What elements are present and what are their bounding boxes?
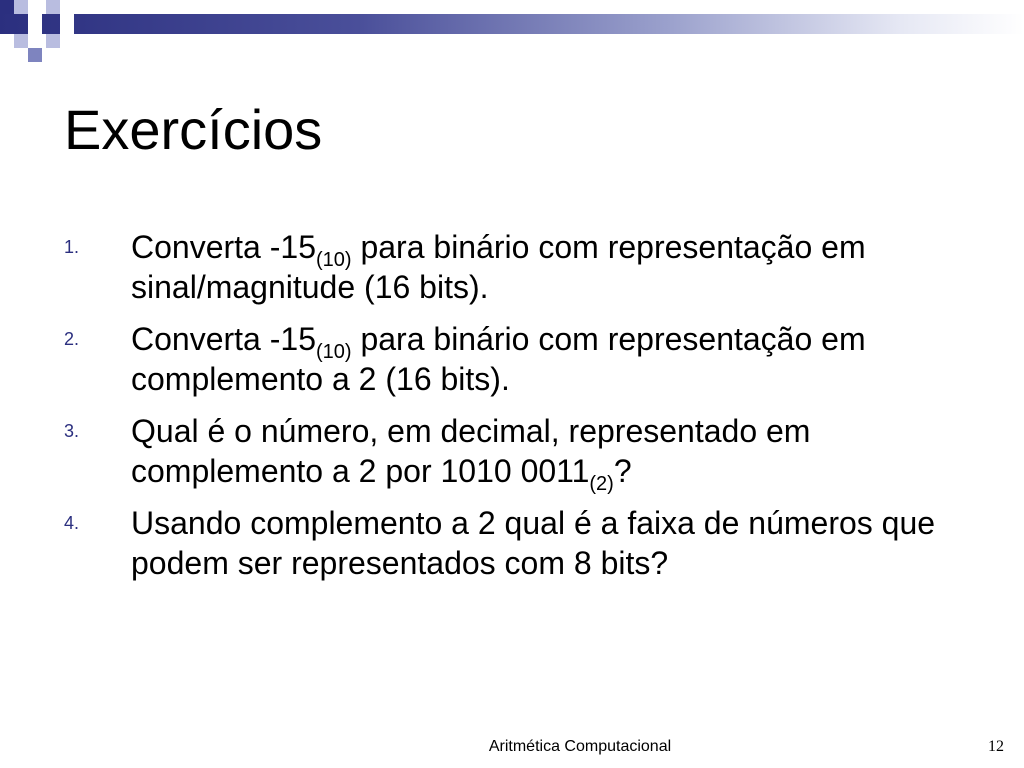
exercise-item (64, 411, 964, 495)
footer-title: Aritmética Computacional (488, 738, 672, 755)
item-number: 3. (64, 421, 80, 441)
header-square (14, 0, 28, 14)
item-subscript: (10) (315, 341, 352, 363)
item-number: 1. (64, 237, 80, 257)
item-subscript: (10) (315, 249, 352, 271)
header-gradient-band (0, 14, 1024, 34)
header-square (28, 14, 42, 34)
page-number: 12 (988, 738, 1004, 755)
header-square (60, 14, 74, 34)
header-square (46, 34, 60, 48)
item-subscript: (2) (589, 473, 614, 495)
exercise-item (64, 227, 964, 307)
item-text: Converta $-15_{(10)}$ para binário com representação em complemento a 2 (16 bits). (131, 321, 866, 397)
header-square (14, 34, 28, 48)
header-square (46, 0, 60, 14)
header-square (28, 48, 42, 62)
slide-title: Exercícios (64, 98, 323, 161)
item-number: 2. (64, 329, 80, 349)
exercise-item (64, 319, 964, 399)
exercise-item (64, 503, 964, 583)
item-text: Qual é o número, em decimal, representado em complemento a 2 por 1010 $0011_{(2)}$? (131, 413, 811, 495)
item-number: 4. (64, 513, 80, 533)
item-text: Usando complemento a 2 qual é a faixa de números que podem ser representados com 8 bits? (131, 505, 936, 581)
exercise-list (64, 227, 964, 595)
item-text: Converta $-15_{(10)}$ para binário com representação em sinal/magnitude (16 bits). (131, 229, 866, 305)
header-square (0, 0, 14, 14)
